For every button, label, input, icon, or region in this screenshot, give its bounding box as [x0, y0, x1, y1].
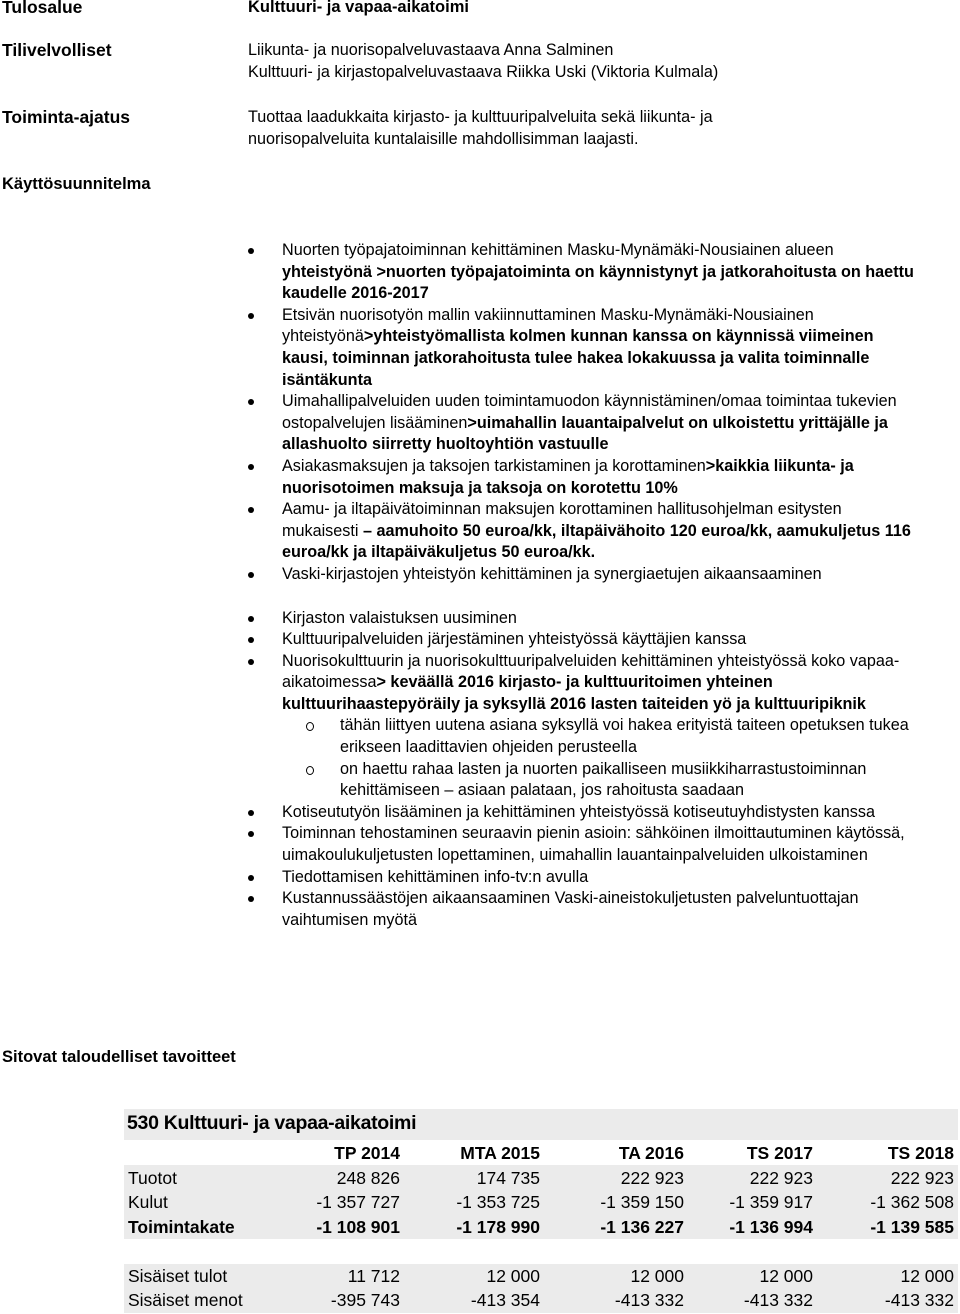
table-cell: -1 178 990 [456, 1217, 540, 1237]
list-item: Tiedottamisen kehittäminen info-tv:n avulla [248, 867, 918, 889]
tilivelvolliset-line-1: Liikunta- ja nuorisopalveluvastaava Anna Salminen [248, 41, 614, 59]
bullet-list-1 [248, 240, 918, 586]
header-band [124, 1140, 958, 1165]
sub-list [282, 715, 918, 801]
list-item: Kotiseututyön lisääminen ja kehittäminen yhteistyössä kotiseutuyhdistysten kanssa [248, 802, 918, 824]
toiminta-ajatus-line-2: nuorisopalveluita kuntalaisille mahdollisimman laajasti. [248, 130, 639, 148]
col-header: TS 2018 [887, 1143, 954, 1163]
row-label: Sisäiset tulot [128, 1266, 228, 1286]
bullet-list-2 [248, 608, 918, 932]
tilivelvolliset-line-2: Kulttuuri- ja kirjastopalveluvastaava Riikka Uski (Viktoria Kulmala) [248, 63, 719, 81]
table-cell: -1 353 725 [456, 1192, 540, 1212]
table-cell: 248 826 [336, 1168, 400, 1188]
table-cell: -1 357 727 [316, 1192, 400, 1212]
table-cell: -395 743 [330, 1290, 400, 1310]
table-cell: -1 362 508 [870, 1192, 954, 1212]
table-cell: -1 136 994 [729, 1217, 813, 1237]
table-cell: -413 332 [743, 1290, 813, 1310]
col-header: MTA 2015 [460, 1143, 540, 1163]
row-label: Sisäiset menot [128, 1290, 243, 1310]
spacer-band [124, 1239, 958, 1264]
table-cell: 12 000 [900, 1266, 954, 1286]
table-cell: 222 923 [749, 1168, 813, 1188]
list-item: Kulttuuripalveluiden järjestäminen yhteistyössä käyttäjien kanssa [248, 629, 918, 651]
label-tulosalue: Tulosalue [2, 0, 83, 17]
label-sitovat-tavoitteet: Sitovat taloudelliset tavoitteet [2, 1048, 236, 1066]
list-item: Nuorten työpajatoiminnan kehittäminen Masku-Mynämäki-Nousiainen alueen yhteistyönä >nuorten työpajatoiminta on käynnistynyt ja jatkorahoitusta on haettu kaudelle 2016-2017 [248, 240, 918, 305]
kayttosuunnitelma-list [248, 240, 918, 931]
row-label: Tuotot [128, 1168, 177, 1188]
col-header: TA 2016 [618, 1143, 684, 1163]
table-cell: 12 000 [630, 1266, 684, 1286]
list-item: Uimahallipalveluiden uuden toimintamuodon käynnistäminen/omaa toimintaa tukevien ostopalvelujen lisääminen>uimahallin lauantaipalvelut on ulkoistettu yrittäjälle ja allashuolto siirretty huoltoyhtiön vastuulle [248, 391, 918, 456]
table-cell: 222 923 [620, 1168, 684, 1188]
list-item: Nuorisokulttuurin ja nuorisokulttuuripalveluiden kehittäminen yhteistyössä koko vapaa-aikatoimessa> keväällä 2016 kirjasto- ja kulttuuritoimen yhteinen kulttuurihaastepyöräily ja syksyllä 2016 lasten taiteiden yö ja kulttuuripiknik tähän liittyen uutena asiana syksyllä voi hakea erityistä taiteen opetuksen tukea erikseen laadittavien ohjeiden perusteella on haettu rahaa lasten ja nuorten paikalliseen musiikkiharrastustoiminnan kehittämiseen – asiaan palataan, jos rahoitusta saadaan [248, 651, 918, 802]
table-cell: -413 354 [470, 1290, 540, 1310]
table-cell: -1 139 585 [870, 1217, 954, 1237]
table-cell: 12 000 [759, 1266, 813, 1286]
list-item: Kustannussäästöjen aikaansaaminen Vaski-aineistokuljetusten palveluntuottajan vaihtumisen myötä [248, 888, 918, 931]
row-label: Toimintakate [128, 1217, 235, 1237]
list-item: Kirjaston valaistuksen uusiminen [248, 608, 918, 630]
table-cell: -1 136 227 [600, 1217, 684, 1237]
table-cell: -413 332 [884, 1290, 954, 1310]
table-title: 530 Kulttuuri- ja vapaa-aikatoimi [127, 1112, 417, 1134]
list-item: Asiakasmaksujen ja taksojen tarkistaminen ja korottaminen>kaikkia liikunta- ja nuorisotoimen maksuja ja taksoja on korotettu 10% [248, 456, 918, 499]
label-kayttosuunnitelma: Käyttösuunnitelma [2, 175, 151, 193]
list-item: Aamu- ja iltapäivätoiminnan maksujen korottaminen hallitusohjelman esitysten mukaisesti – aamuhoito 50 euroa/kk, iltapäivähoito 120 euroa/kk, aamukuljetus 116 euroa/kk ja iltapäiväkuljetus 50 euroa/kk. [248, 499, 918, 564]
table-cell: -1 359 917 [729, 1192, 813, 1212]
list-item: Vaski-kirjastojen yhteistyön kehittäminen ja synergiaetujen aikaansaaminen [248, 564, 918, 586]
table-cell: 11 712 [347, 1266, 400, 1286]
sub-list-item: on haettu rahaa lasten ja nuorten paikalliseen musiikkiharrastustoiminnan kehittämiseen – asiaan palataan, jos rahoitusta saadaan [282, 759, 918, 802]
col-header: TP 2014 [334, 1143, 400, 1163]
toiminta-ajatus-line-1: Tuottaa laadukkaita kirjasto- ja kulttuuripalveluita sekä liikunta- ja [248, 108, 713, 126]
col-header: TS 2017 [746, 1143, 813, 1163]
sub-list-item: tähän liittyen uutena asiana syksyllä voi hakea erityistä taiteen opetuksen tukea erikseen laadittavien ohjeiden perusteella [282, 715, 918, 758]
label-tilivelvolliset: Tilivelvolliset [2, 40, 112, 60]
table-cell: 174 735 [476, 1168, 540, 1188]
label-toiminta-ajatus: Toiminta-ajatus [2, 107, 131, 127]
list-item: Etsivän nuorisotyön mallin vakiinnuttaminen Masku-Mynämäki-Nousiainen yhteistyönä>yhteistyömallista kolmen kunnan kanssa on käynnissä viimeinen kausi, toiminnan jatkorahoitusta tulee hakea lokakuussa ja valita toiminnalle isäntäkunta [248, 305, 918, 391]
table-cell: 222 923 [890, 1168, 954, 1188]
financial-table [124, 1109, 958, 1313]
list-item: Toiminnan tehostaminen seuraavin pienin asioin: sähköinen ilmoittautuminen käytössä, uimakoulukuljetusten lopettaminen, uimahallin lauantainpalveluiden ulkoistaminen [248, 823, 918, 866]
table-cell: -413 332 [614, 1290, 684, 1310]
table-cell: -1 108 901 [316, 1217, 400, 1237]
table-cell: 12 000 [486, 1266, 540, 1286]
table-cell: -1 359 150 [600, 1192, 684, 1212]
row-label: Kulut [128, 1192, 168, 1212]
tulosalue-value: Kulttuuri- ja vapaa-aikatoimi [248, 0, 469, 16]
